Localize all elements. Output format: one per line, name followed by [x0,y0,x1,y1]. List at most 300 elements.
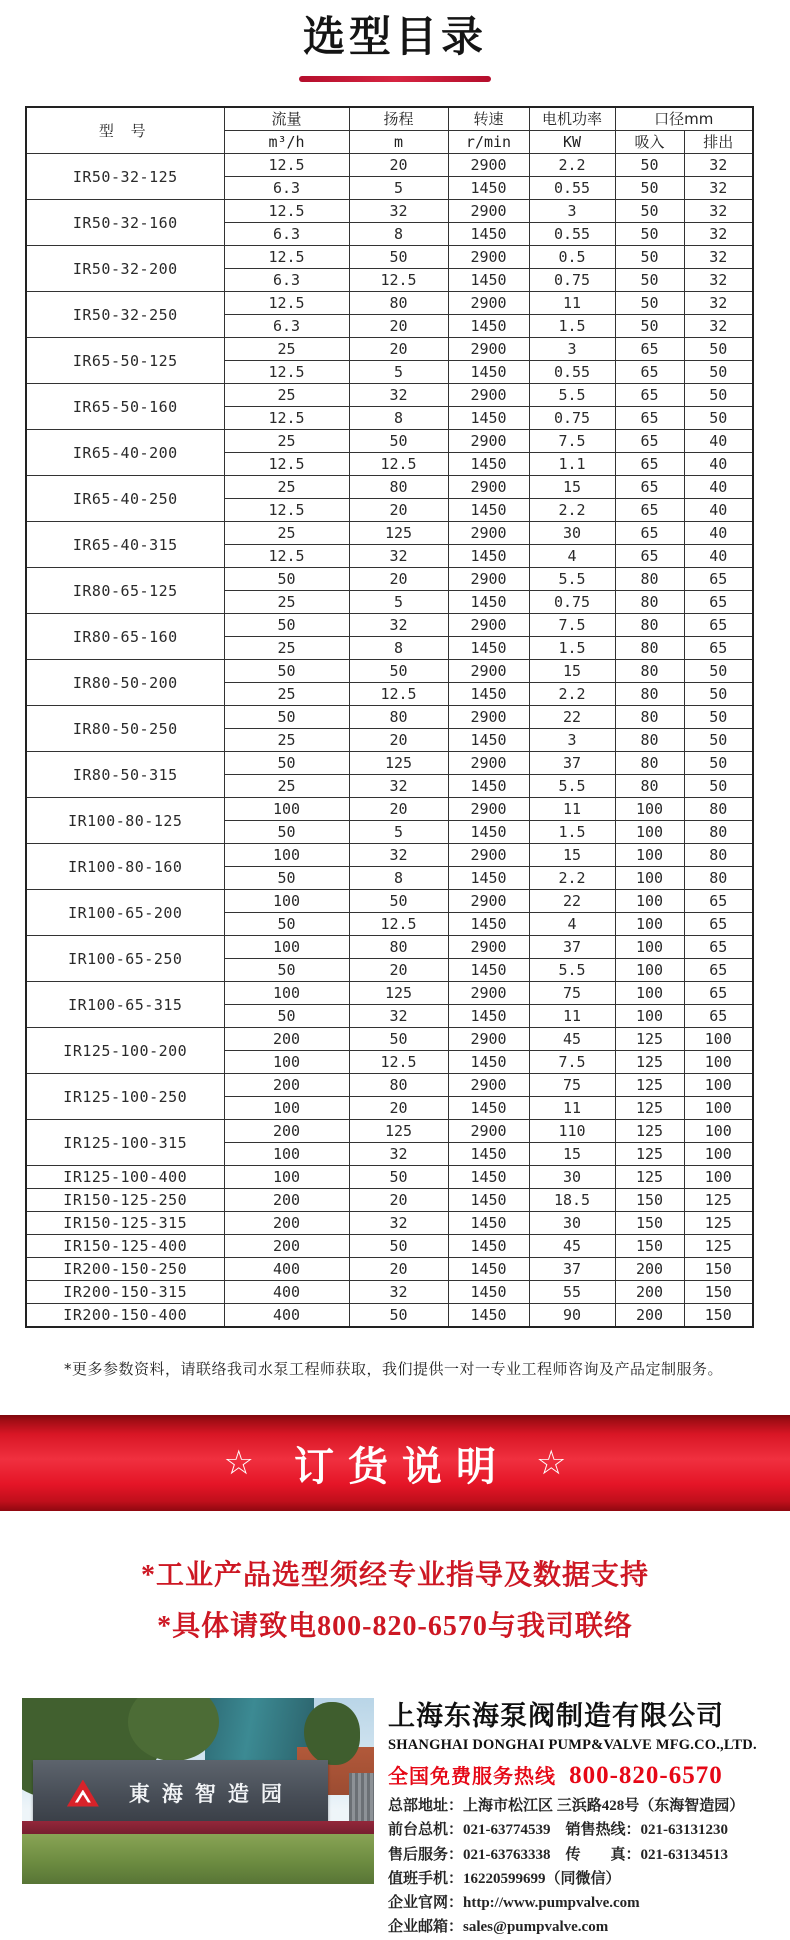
spec-cell: 30 [529,522,615,545]
spec-cell: 100 [615,867,684,890]
star-icon: ☆ [223,1443,254,1484]
table-row [26,752,753,775]
spec-cell: 50 [349,890,448,913]
spec-cell: 12.5 [349,269,448,292]
photo-sign-text: 東海智造园 [128,1782,294,1807]
spec-cell: 40 [684,430,753,453]
spec-cell: 30 [529,1166,615,1189]
spec-cell: 7.5 [529,1051,615,1074]
spec-cell: 65 [684,913,753,936]
spec-cell: 100 [684,1051,753,1074]
model-cell: IR100-65-250 [26,936,224,982]
table-header-row-1 [26,107,753,131]
spec-cell: 50 [224,821,349,844]
spec-cell: 1450 [448,959,529,982]
spec-cell: 100 [224,982,349,1005]
spec-cell: 125 [615,1051,684,1074]
table-row [26,982,753,1005]
spec-cell: 150 [684,1281,753,1304]
spec-cell: 80 [349,476,448,499]
table-row [26,936,753,959]
spec-cell: 5.5 [529,959,615,982]
spec-cell: 50 [684,775,753,798]
spec-cell: 2900 [448,154,529,177]
spec-cell: 50 [615,292,684,315]
spec-cell: 0.55 [529,361,615,384]
spec-cell: 1450 [448,775,529,798]
spec-cell: 1.5 [529,821,615,844]
spec-cell: 32 [349,1005,448,1028]
spec-cell: 65 [615,545,684,568]
model-cell: IR150-125-400 [26,1235,224,1258]
spec-cell: 1450 [448,1051,529,1074]
spec-cell: 4 [529,913,615,936]
spec-cell: 50 [615,223,684,246]
spec-cell: 20 [349,315,448,338]
company-name-en: SHANGHAI DONGHAI PUMP&VALVE MFG.CO.,LTD. [388,1736,757,1753]
spec-cell: 80 [615,775,684,798]
spec-cell: 1450 [448,637,529,660]
spec-cell: 65 [615,407,684,430]
spec-cell: 8 [349,867,448,890]
spec-cell: 2.2 [529,499,615,522]
spec-cell: 2900 [448,338,529,361]
spec-cell: 25 [224,522,349,545]
title-section [0,0,790,82]
spec-cell: 40 [684,476,753,499]
spec-cell: 12.5 [224,154,349,177]
spec-cell: 125 [684,1189,753,1212]
spec-cell: 0.55 [529,177,615,200]
spec-cell: 12.5 [224,361,349,384]
spec-cell: 65 [684,568,753,591]
spec-cell: 40 [684,545,753,568]
table-row [26,1120,753,1143]
spec-cell: 50 [684,729,753,752]
spec-cell: 65 [615,499,684,522]
spec-cell: 15 [529,1143,615,1166]
spec-cell: 1450 [448,361,529,384]
spec-cell: 2.2 [529,867,615,890]
spec-cell: 11 [529,1005,615,1028]
spec-cell: 1450 [448,729,529,752]
spec-cell: 32 [349,384,448,407]
spec-cell: 1450 [448,591,529,614]
spec-cell: 80 [349,1074,448,1097]
spec-cell: 100 [224,1051,349,1074]
spec-cell: 100 [615,890,684,913]
table-row [26,798,753,821]
spec-cell: 1450 [448,315,529,338]
selection-table [25,106,754,1328]
contact-line: 值班手机：16220599699（同微信） [388,1870,621,1887]
table-row [26,1028,753,1051]
spec-cell: 80 [615,568,684,591]
spec-cell: 1450 [448,499,529,522]
spec-cell: 100 [615,936,684,959]
spec-cell: 6.3 [224,269,349,292]
spec-cell: 2900 [448,246,529,269]
company-name-cn: 上海东海泵阀制造有限公司 [388,1701,724,1733]
contact-line: 企业邮箱：sales@pumpvalve.com [388,1919,609,1936]
spec-cell: 1450 [448,1258,529,1281]
spec-cell: 20 [349,499,448,522]
hotline [388,1760,770,1790]
spec-cell: 100 [224,890,349,913]
header-discharge: 排出 [684,131,753,154]
spec-cell: 25 [224,430,349,453]
spec-cell: 25 [224,775,349,798]
promo-line: *工业产品选型须经专业指导及数据支持 [140,1560,649,1592]
table-row [26,706,753,729]
spec-cell: 150 [615,1189,684,1212]
spec-table-body [26,154,753,1328]
spec-cell: 0.55 [529,223,615,246]
spec-cell: 65 [684,637,753,660]
table-row [26,522,753,545]
spec-cell: 65 [615,361,684,384]
promo-line: *具体请致电800-820-6570与我司联络 [157,1610,633,1642]
model-cell: IR125-100-400 [26,1166,224,1189]
spec-cell: 125 [615,1028,684,1051]
spec-cell: 80 [684,867,753,890]
spec-cell: 45 [529,1235,615,1258]
order-banner [0,1415,790,1511]
model-cell: IR50-32-200 [26,246,224,292]
spec-cell: 2900 [448,936,529,959]
model-cell: IR100-80-125 [26,798,224,844]
model-cell: IR65-40-250 [26,476,224,522]
spec-cell: 100 [684,1074,753,1097]
model-cell: IR200-150-400 [26,1304,224,1328]
spec-cell: 50 [349,1028,448,1051]
spec-cell: 2900 [448,292,529,315]
spec-cell: 22 [529,706,615,729]
spec-cell: 2900 [448,476,529,499]
spec-cell: 50 [224,614,349,637]
spec-cell: 100 [615,913,684,936]
spec-cell: 1.5 [529,315,615,338]
spec-cell: 125 [615,1143,684,1166]
spec-cell: 2900 [448,706,529,729]
spec-cell: 200 [224,1120,349,1143]
spec-cell: 3 [529,200,615,223]
table-row [26,200,753,223]
spec-cell: 32 [349,545,448,568]
photo-lawn [22,1834,374,1884]
header-speed: 转速 [448,107,529,131]
spec-cell: 50 [349,430,448,453]
spec-cell: 2900 [448,430,529,453]
spec-cell: 1450 [448,683,529,706]
spec-cell: 12.5 [224,499,349,522]
model-cell: IR65-50-160 [26,384,224,430]
spec-cell: 0.5 [529,246,615,269]
spec-cell: 12.5 [349,453,448,476]
spec-cell: 12.5 [349,1051,448,1074]
hotline-label: 全国免费服务热线 [388,1763,556,1788]
spec-cell: 65 [684,982,753,1005]
spec-cell: 2900 [448,1028,529,1051]
spec-cell: 80 [684,821,753,844]
spec-cell: 50 [684,361,753,384]
spec-cell: 20 [349,1189,448,1212]
spec-cell: 200 [224,1074,349,1097]
spec-cell: 1450 [448,1005,529,1028]
spec-cell: 1450 [448,453,529,476]
spec-cell: 32 [684,315,753,338]
spec-cell: 50 [615,154,684,177]
spec-cell: 125 [349,982,448,1005]
spec-cell: 100 [684,1120,753,1143]
spec-cell: 50 [224,568,349,591]
contact-line: 前台总机：021-63774539 销售热线：021-63131230 [388,1822,728,1839]
spec-cell: 100 [684,1166,753,1189]
spec-cell: 50 [224,1005,349,1028]
table-row [26,1304,753,1328]
spec-cell: 1450 [448,545,529,568]
spec-cell: 100 [615,798,684,821]
table-row [26,844,753,867]
spec-cell: 6.3 [224,315,349,338]
spec-cell: 12.5 [224,200,349,223]
spec-cell: 2900 [448,522,529,545]
spec-cell: 0.75 [529,269,615,292]
model-cell: IR80-65-125 [26,568,224,614]
spec-cell: 65 [684,614,753,637]
model-cell: IR150-125-250 [26,1189,224,1212]
spec-cell: 200 [615,1281,684,1304]
spec-cell: 100 [615,982,684,1005]
spec-cell: 65 [684,890,753,913]
spec-cell: 5 [349,177,448,200]
model-cell: IR200-150-315 [26,1281,224,1304]
spec-cell: 50 [349,246,448,269]
spec-cell: 50 [615,200,684,223]
spec-cell: 75 [529,1074,615,1097]
spec-cell: 12.5 [349,683,448,706]
spec-cell: 80 [349,706,448,729]
spec-cell: 65 [615,384,684,407]
spec-cell: 6.3 [224,223,349,246]
spec-cell: 20 [349,154,448,177]
spec-cell: 0.75 [529,407,615,430]
header-head-unit: m [349,131,448,154]
table-row [26,660,753,683]
spec-cell: 80 [684,798,753,821]
spec-cell: 32 [684,154,753,177]
spec-cell: 1450 [448,1281,529,1304]
model-cell: IR100-65-315 [26,982,224,1028]
spec-cell: 80 [615,637,684,660]
spec-cell: 125 [684,1235,753,1258]
title-underline [299,76,491,82]
table-row [26,246,753,269]
spec-cell: 32 [684,269,753,292]
spec-cell: 50 [349,1304,448,1328]
spec-cell: 37 [529,752,615,775]
model-cell: IR50-32-125 [26,154,224,200]
spec-cell: 55 [529,1281,615,1304]
spec-cell: 150 [684,1258,753,1281]
spec-cell: 80 [615,614,684,637]
spec-cell: 80 [615,706,684,729]
table-row [26,384,753,407]
spec-cell: 65 [684,1005,753,1028]
spec-cell: 100 [224,936,349,959]
spec-cell: 2900 [448,752,529,775]
spec-cell: 25 [224,476,349,499]
spec-cell: 50 [224,706,349,729]
star-icon: ☆ [536,1443,567,1484]
spec-cell: 18.5 [529,1189,615,1212]
spec-cell: 8 [349,407,448,430]
spec-cell: 125 [349,752,448,775]
spec-cell: 2900 [448,384,529,407]
table-row [26,1258,753,1281]
hotline-number: 800-820-6570 [569,1761,723,1789]
spec-cell: 3 [529,338,615,361]
table-row [26,154,753,177]
photo-sign [33,1760,329,1827]
spec-cell: 12.5 [349,913,448,936]
spec-cell: 80 [615,729,684,752]
model-cell: IR65-40-200 [26,430,224,476]
spec-cell: 125 [684,1212,753,1235]
spec-cell: 20 [349,1258,448,1281]
spec-cell: 1.1 [529,453,615,476]
spec-cell: 7.5 [529,430,615,453]
model-cell: IR200-150-250 [26,1258,224,1281]
model-cell: IR100-80-160 [26,844,224,890]
contact-line: 企业官网：http://www.pumpvalve.com [388,1895,640,1912]
model-cell: IR80-50-200 [26,660,224,706]
contact-line: 售后服务：021-63763338 传 真：021-63134513 [388,1846,728,1863]
spec-cell: 20 [349,1097,448,1120]
model-cell: IR80-50-250 [26,706,224,752]
spec-cell: 125 [349,1120,448,1143]
header-power: 电机功率 [529,107,615,131]
model-cell: IR125-100-250 [26,1074,224,1120]
spec-cell: 32 [349,200,448,223]
spec-cell: 65 [615,338,684,361]
spec-cell: 50 [615,315,684,338]
spec-cell: 25 [224,683,349,706]
spec-cell: 1450 [448,1143,529,1166]
spec-cell: 25 [224,637,349,660]
header-flow: 流量 [224,107,349,131]
spec-cell: 200 [224,1028,349,1051]
spec-cell: 32 [684,177,753,200]
table-row [26,1281,753,1304]
spec-cell: 1450 [448,867,529,890]
spec-cell: 15 [529,660,615,683]
model-cell: IR65-50-125 [26,338,224,384]
company-photo [22,1698,374,1884]
spec-cell: 30 [529,1212,615,1235]
contact-line: 总部地址：上海市松江区 三浜路428号（东海智造园） [388,1797,745,1814]
spec-cell: 125 [615,1097,684,1120]
model-cell: IR50-32-250 [26,292,224,338]
spec-cell: 100 [224,1166,349,1189]
table-row [26,890,753,913]
spec-cell: 32 [349,614,448,637]
spec-cell: 80 [615,683,684,706]
spec-cell: 32 [349,1281,448,1304]
spec-cell: 0.75 [529,591,615,614]
table-row [26,430,753,453]
spec-cell: 11 [529,798,615,821]
spec-cell: 110 [529,1120,615,1143]
spec-cell: 6.3 [224,177,349,200]
spec-cell: 20 [349,568,448,591]
spec-cell: 125 [615,1120,684,1143]
spec-cell: 100 [224,844,349,867]
spec-cell: 2900 [448,890,529,913]
spec-cell: 150 [684,1304,753,1328]
model-cell: IR100-65-200 [26,890,224,936]
photo-tree [304,1702,360,1765]
table-row [26,568,753,591]
spec-cell: 65 [615,453,684,476]
spec-cell: 2900 [448,798,529,821]
table-row [26,1074,753,1097]
spec-cell: 50 [684,752,753,775]
spec-cell: 200 [615,1258,684,1281]
table-row [26,1189,753,1212]
spec-cell: 2.2 [529,154,615,177]
model-cell: IR80-50-315 [26,752,224,798]
spec-cell: 50 [684,706,753,729]
spec-cell: 5.5 [529,568,615,591]
spec-cell: 45 [529,1028,615,1051]
spec-cell: 125 [615,1074,684,1097]
table-row [26,292,753,315]
spec-cell: 12.5 [224,453,349,476]
spec-cell: 11 [529,292,615,315]
selection-table-wrap [25,106,790,1328]
spec-cell: 100 [224,1143,349,1166]
company-logo-icon [67,1780,99,1807]
spec-cell: 50 [684,338,753,361]
table-row [26,476,753,499]
spec-cell: 2.2 [529,683,615,706]
table-row [26,338,753,361]
spec-cell: 100 [224,798,349,821]
header-suction: 吸入 [615,131,684,154]
spec-cell: 400 [224,1281,349,1304]
spec-cell: 100 [224,1097,349,1120]
spec-cell: 50 [615,177,684,200]
promo-section [0,1551,790,1652]
spec-cell: 5.5 [529,775,615,798]
spec-cell: 5 [349,821,448,844]
model-cell: IR80-65-160 [26,614,224,660]
spec-cell: 50 [684,407,753,430]
spec-cell: 5 [349,361,448,384]
spec-cell: 65 [615,522,684,545]
model-cell: IR50-32-160 [26,200,224,246]
spec-cell: 80 [615,660,684,683]
spec-cell: 25 [224,591,349,614]
spec-cell: 12.5 [224,545,349,568]
spec-cell: 100 [615,844,684,867]
spec-cell: 50 [615,269,684,292]
spec-cell: 1450 [448,1304,529,1328]
spec-cell: 2900 [448,660,529,683]
spec-cell: 65 [684,959,753,982]
spec-cell: 32 [349,844,448,867]
